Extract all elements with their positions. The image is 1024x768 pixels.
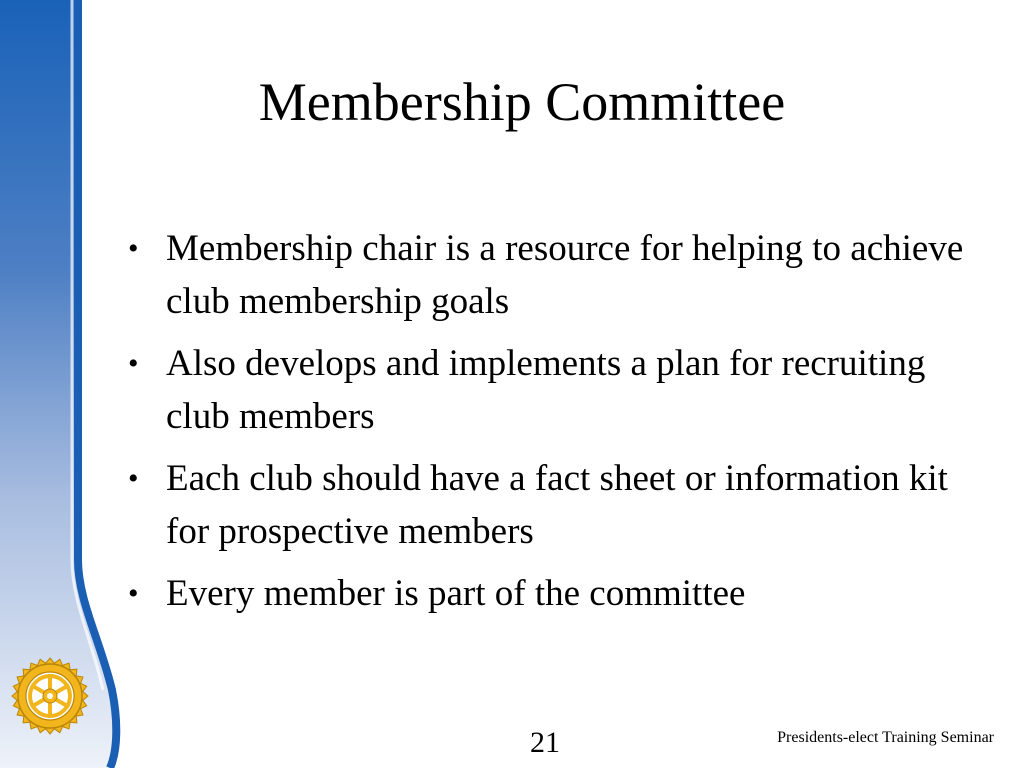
rotary-wheel-icon [10, 656, 90, 736]
page-number: 21 [530, 726, 560, 759]
bullet-text: Each club should have a fact sheet or information kit for prospective members [166, 458, 948, 552]
bullet-text: Also develops and implements a plan for recruiting club members [166, 343, 926, 437]
bullet-dot-icon: • [128, 462, 139, 495]
bullet-dot-icon: • [128, 577, 139, 610]
bullet-dot-icon: • [128, 232, 139, 265]
bullet-item [128, 567, 968, 620]
bullet-item [128, 452, 968, 558]
bullet-text: Membership chair is a resource for helping to achieve club membership goals [166, 228, 964, 322]
bullet-list [128, 222, 968, 629]
bullet-text: Every member is part of the committee [166, 573, 746, 614]
bullet-item [128, 222, 968, 328]
bullet-dot-icon: • [128, 347, 139, 380]
slide-title: Membership Committee [258, 72, 786, 132]
footer-text: Presidents-elect Training Seminar [777, 729, 994, 746]
bullet-item [128, 337, 968, 443]
side-gradient-band [0, 0, 140, 768]
